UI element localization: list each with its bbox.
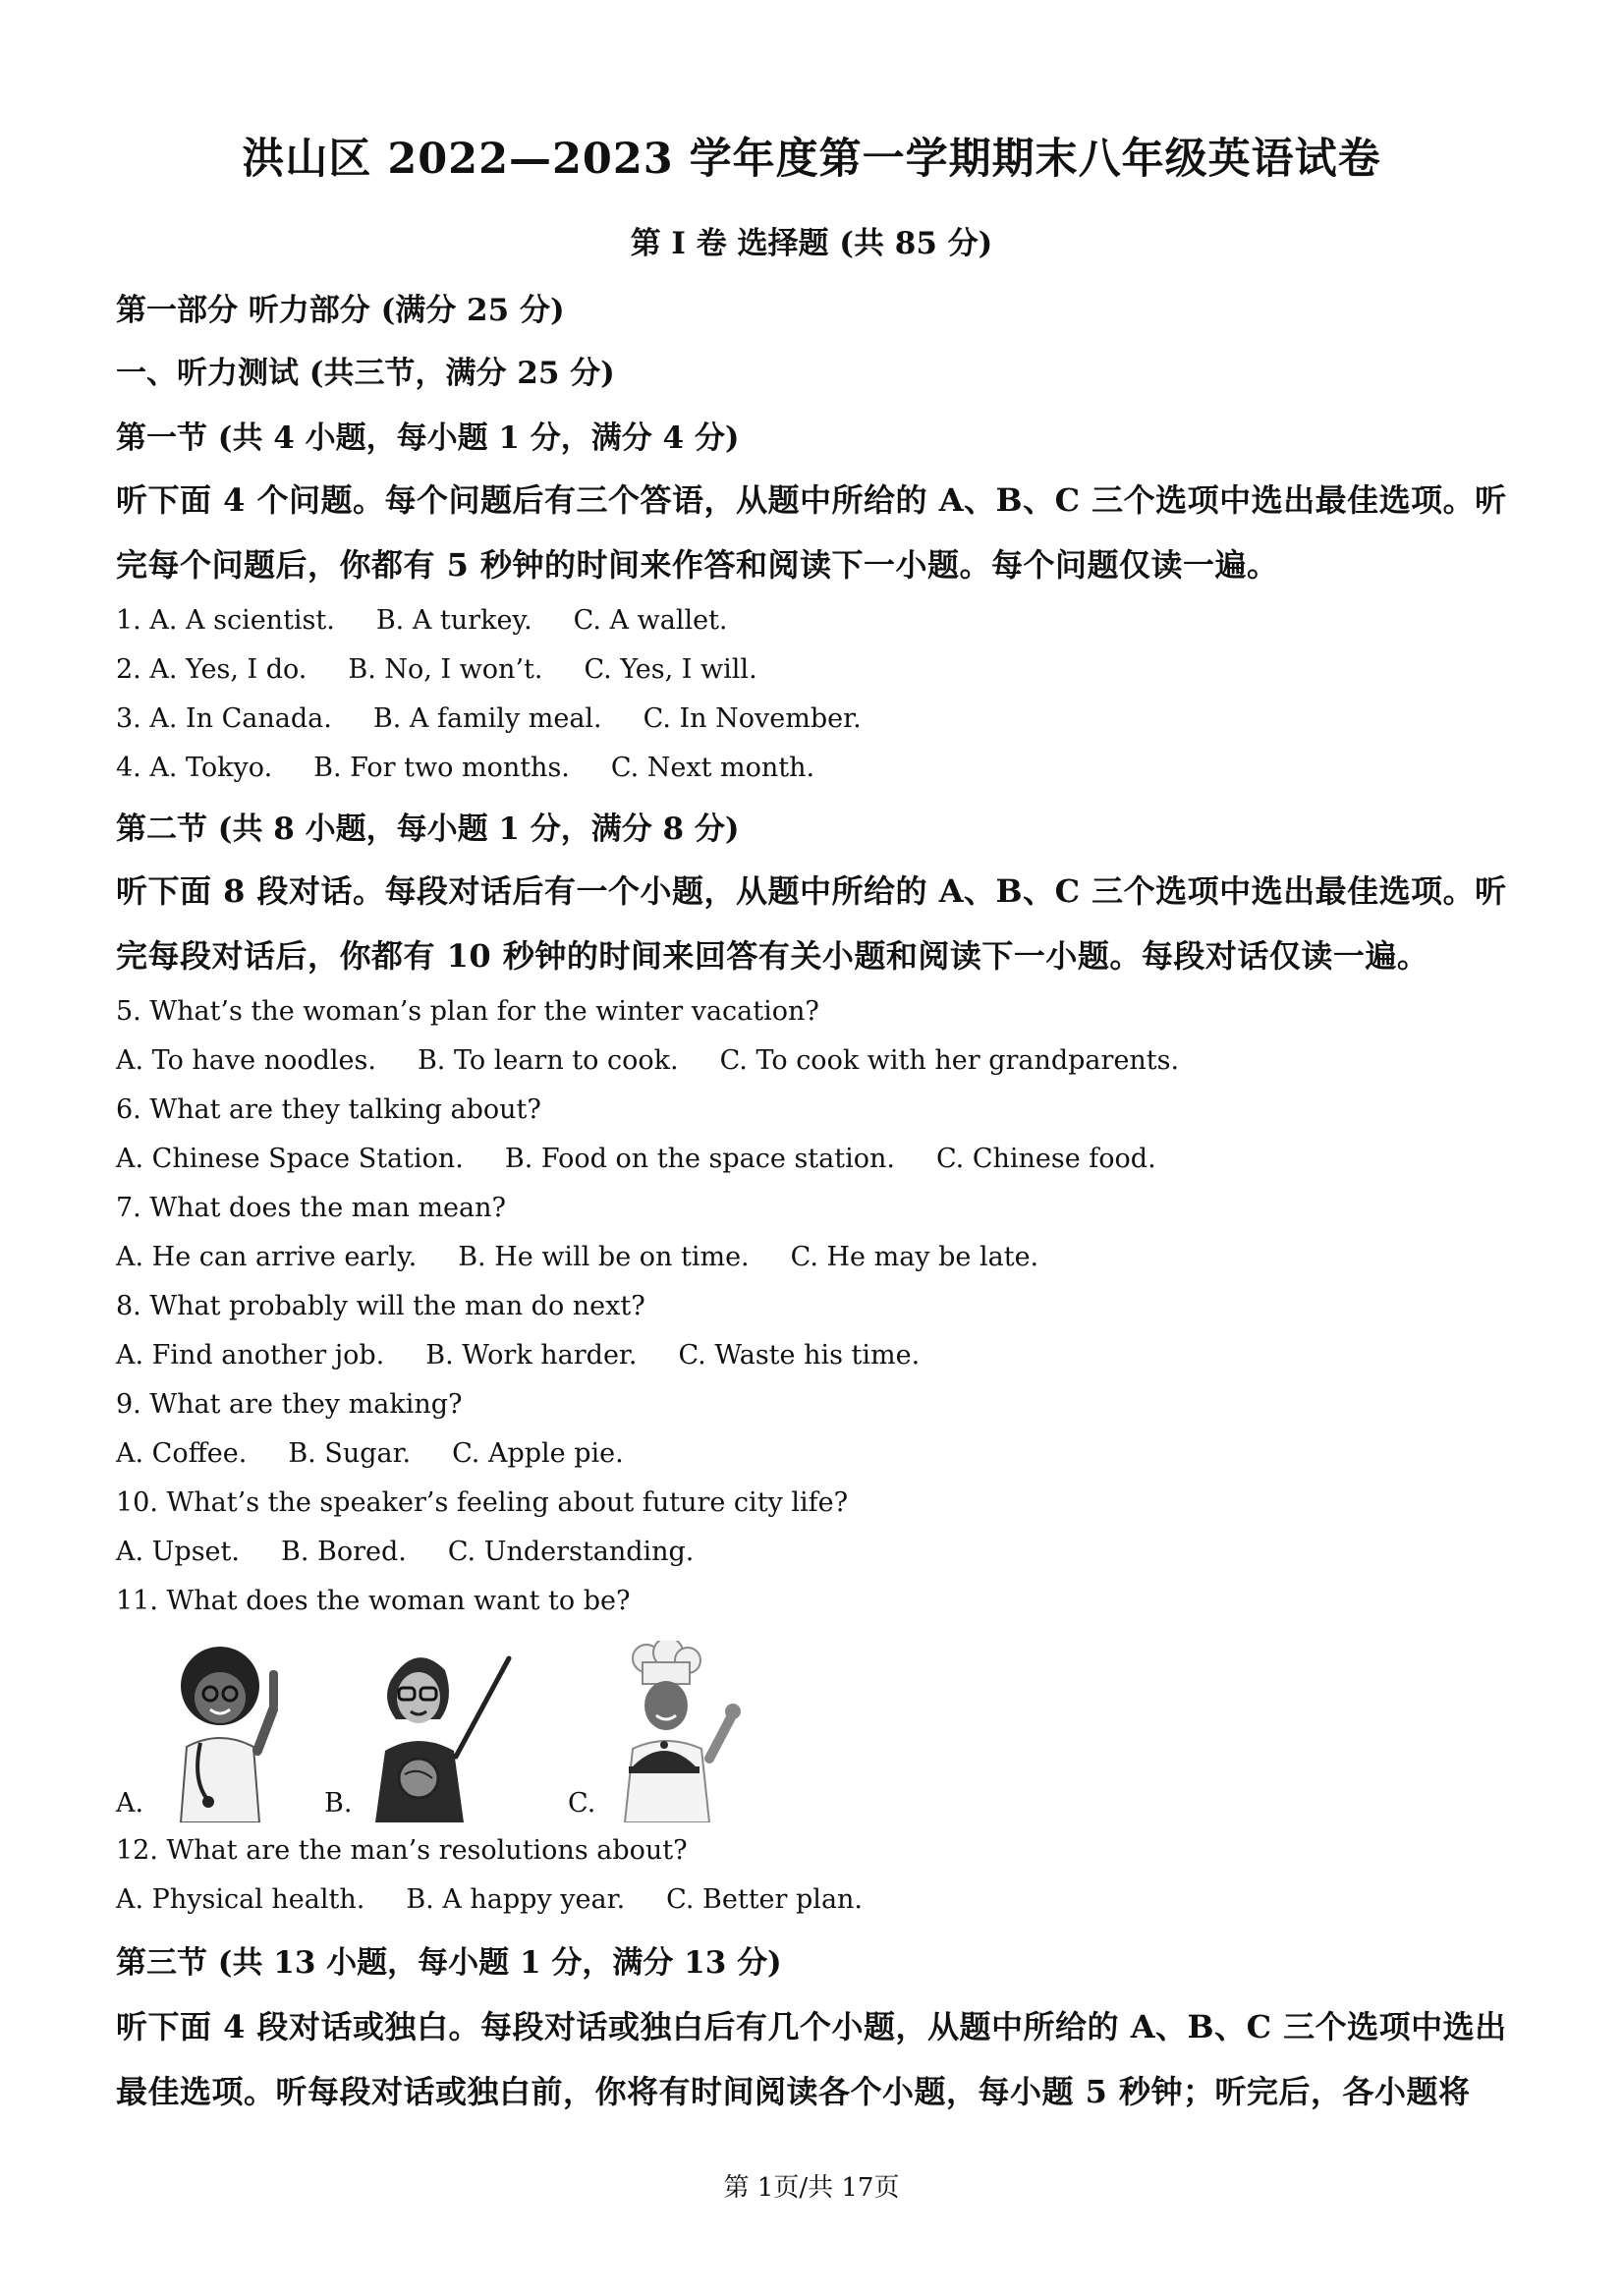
option-a: A. Upset. <box>116 1537 240 1567</box>
question-stem: 6. What are they talking about? <box>116 1094 541 1125</box>
option-b: B. Sugar. <box>288 1438 412 1469</box>
sec3-heading: 第三节 (共 13 小题，每小题 1 分，满分 13 分) <box>116 1945 782 1981</box>
picture-option-a-label: A. <box>116 1788 144 1819</box>
question-stem: 9. What are they making? <box>116 1389 463 1420</box>
picture-option-c-label: C. <box>568 1788 596 1819</box>
option-a: 2. A. Yes, I do. <box>116 654 308 685</box>
picture-options <box>116 1641 902 1827</box>
listening-section-heading: 一、听力测试 (共三节，满分 25 分) <box>116 356 615 391</box>
option-c: C. Next month. <box>610 753 815 783</box>
options-row <box>116 1144 1198 1174</box>
option-c: C. Better plan. <box>666 1884 864 1915</box>
option-c: C. Understanding. <box>447 1537 695 1567</box>
chef-illustration-icon <box>607 1641 755 1822</box>
option-a: A. Coffee. <box>116 1438 248 1469</box>
sec1-heading: 第一节 (共 4 小题，每小题 1 分，满分 4 分) <box>116 420 740 456</box>
option-b: B. A happy year. <box>406 1884 626 1915</box>
option-c: C. In November. <box>643 703 862 734</box>
options-row <box>116 1537 735 1567</box>
exam-title: 洪山区 2022—2023 学年度第一学期期末八年级英语试卷 <box>242 135 1381 184</box>
option-b: B. Work harder. <box>425 1340 638 1371</box>
option-c: C. To cook with her grandparents. <box>719 1045 1180 1076</box>
option-b: B. He will be on time. <box>458 1242 750 1272</box>
question-stem: 12. What are the man’s resolutions about? <box>116 1835 688 1866</box>
sec1-instruction-line: 听下面 4 个问题。每个问题后有三个答语，从题中所给的 A、B、C 三个选项中选出最佳选项。听 <box>116 481 1507 519</box>
doctor-illustration-icon <box>163 1641 291 1822</box>
question-row <box>116 753 856 783</box>
sec2-heading: 第二节 (共 8 小题，每小题 1 分，满分 8 分) <box>116 812 740 847</box>
question-row <box>116 605 769 636</box>
option-a: A. To have noodles. <box>116 1045 376 1076</box>
question-stem: 11. What does the woman want to be? <box>116 1586 631 1616</box>
option-c: C. Chinese food. <box>935 1144 1156 1174</box>
option-c: C. He may be late. <box>790 1242 1039 1272</box>
question-row <box>116 703 903 734</box>
option-a: A. He can arrive early. <box>116 1242 418 1272</box>
options-row <box>116 1884 904 1915</box>
option-b: B. To learn to cook. <box>417 1045 679 1076</box>
option-a: A. Physical health. <box>116 1884 365 1915</box>
paper-subtitle: 第 I 卷 选择题 (共 85 分) <box>630 226 993 261</box>
sec2-instruction-line: 完每段对话后，你都有 10 秒钟的时间来回答有关小题和阅读下一小题。每段对话仅读一遍。 <box>116 937 1429 975</box>
options-row <box>116 1045 1220 1076</box>
sec3-instruction-line: 听下面 4 段对话或独白。每段对话或独白后有几个小题，从题中所给的 A、B、C 三个选项中选出 <box>116 2008 1507 2045</box>
options-row <box>116 1340 961 1371</box>
option-b: B. A turkey. <box>375 605 532 636</box>
option-b: B. Food on the space station. <box>504 1144 895 1174</box>
option-c: C. A wallet. <box>573 605 728 636</box>
sec2-instruction-line: 听下面 8 段对话。每段对话后有一个小题，从题中所给的 A、B、C 三个选项中选出最佳选项。听 <box>116 872 1507 910</box>
option-c: C. Waste his time. <box>678 1340 921 1371</box>
sec1-instruction-line: 完每个问题后，你都有 5 秒钟的时间来作答和阅读下一小题。每个问题仅读一遍。 <box>116 546 1279 584</box>
question-stem: 5. What’s the woman’s plan for the winter vacation? <box>116 996 819 1027</box>
sec3-instruction-line: 最佳选项。听每段对话或独白前，你将有时间阅读各个小题，每小题 5 秒钟；听完后，各小题将 <box>116 2073 1471 2110</box>
option-c: C. Yes, I will. <box>584 654 757 685</box>
question-stem: 8. What probably will the man do next? <box>116 1291 645 1321</box>
page-number: 第 1页/共 17页 <box>723 2173 900 2203</box>
option-b: B. No, I won’t. <box>348 654 543 685</box>
option-b: B. Bored. <box>280 1537 407 1567</box>
question-stem: 10. What’s the speaker’s feeling about future city life? <box>116 1487 849 1518</box>
option-a: 3. A. In Canada. <box>116 703 332 734</box>
option-b: B. For two months. <box>313 753 570 783</box>
option-a: A. Chinese Space Station. <box>116 1144 464 1174</box>
options-row <box>116 1438 665 1469</box>
picture-option-b-label: B. <box>324 1788 353 1819</box>
part1-heading: 第一部分 听力部分 (满分 25 分) <box>116 293 565 328</box>
teacher-illustration-icon <box>362 1641 529 1822</box>
option-a: A. Find another job. <box>116 1340 385 1371</box>
option-a: 1. A. A scientist. <box>116 605 335 636</box>
option-c: C. Apple pie. <box>452 1438 624 1469</box>
options-row <box>116 1242 1080 1272</box>
question-stem: 7. What does the man mean? <box>116 1193 506 1223</box>
question-row <box>116 654 799 685</box>
option-a: 4. A. Tokyo. <box>116 753 273 783</box>
option-b: B. A family meal. <box>372 703 602 734</box>
